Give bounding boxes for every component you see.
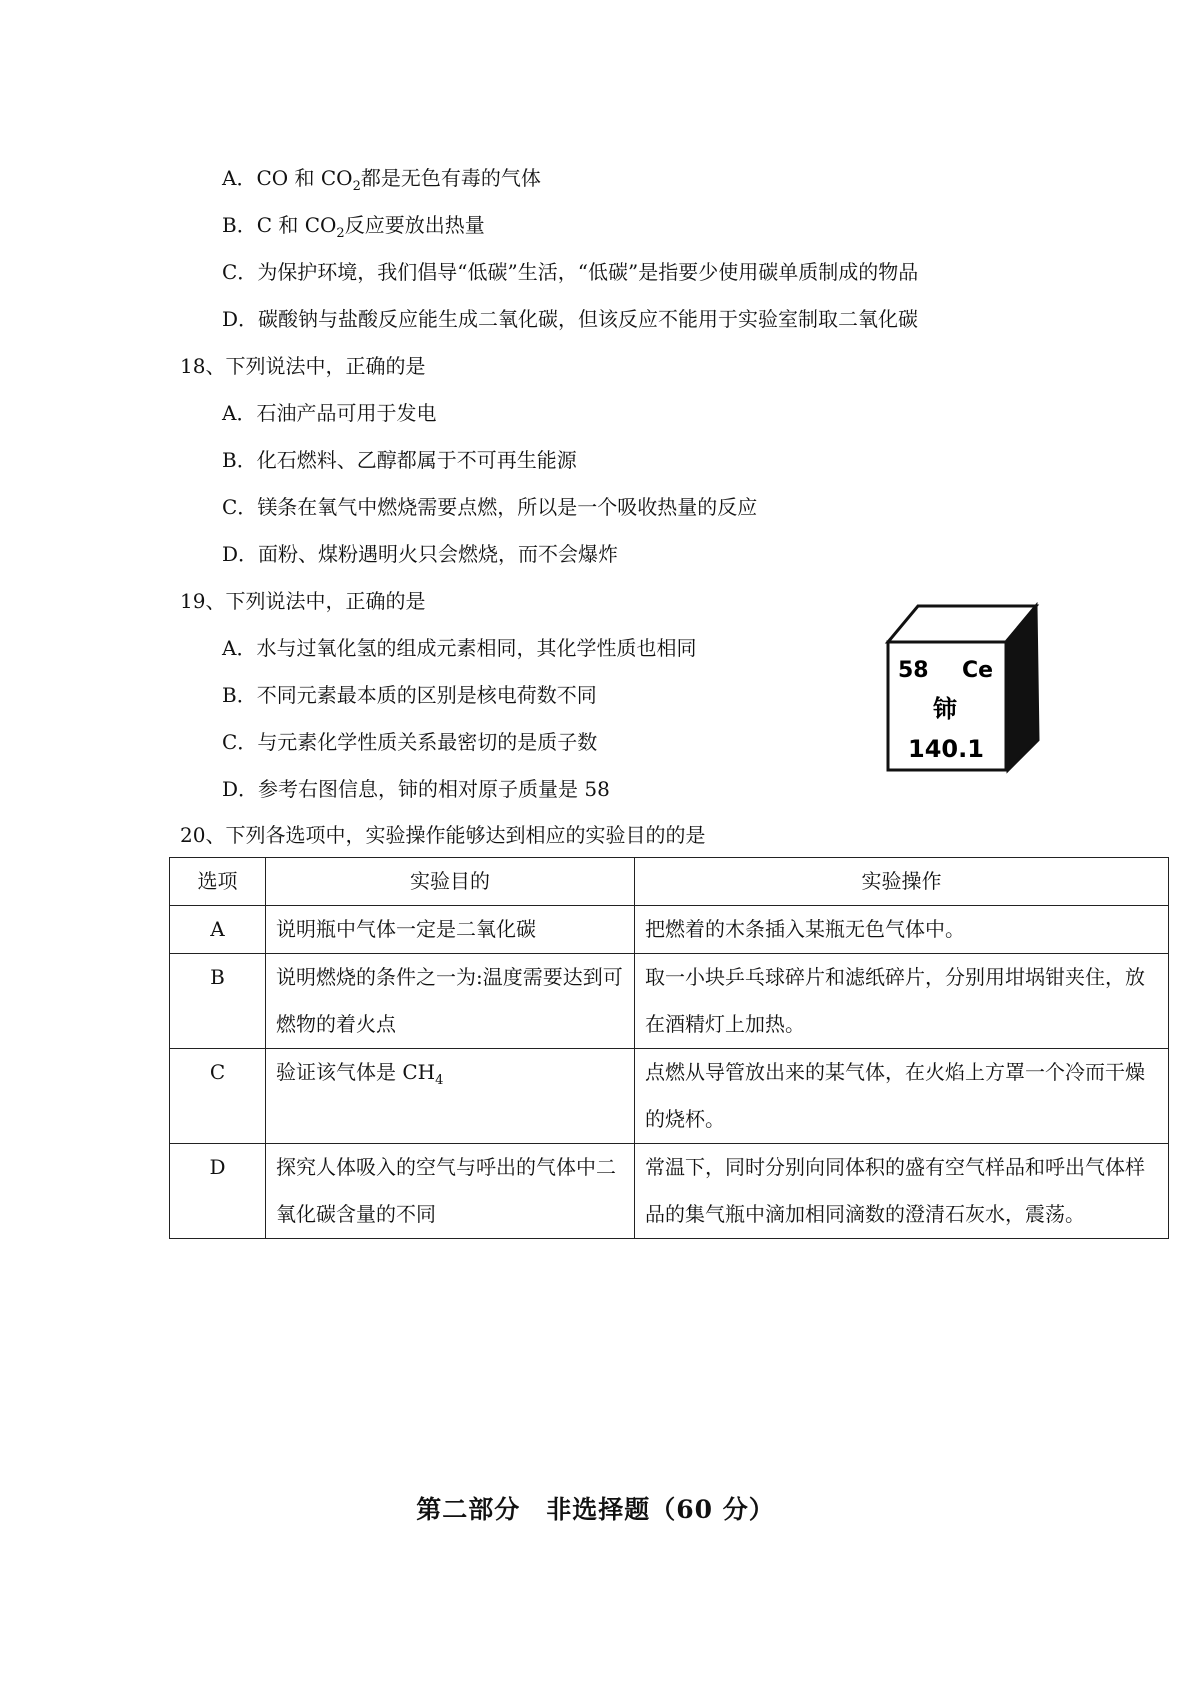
q18-option-b xyxy=(222,445,577,475)
q19-option-c xyxy=(222,727,597,757)
option-label: A． xyxy=(222,401,257,425)
option-text: 与元素化学性质关系最密切的是质子数 xyxy=(257,730,598,754)
row-key: B xyxy=(170,954,266,1049)
row-operation: 常温下，同时分别向同体积的盛有空气样品和呼出气体样品的集气瓶中滴加相同滴数的澄清石灰水，震荡。 xyxy=(635,1144,1169,1239)
option-text: 都是无色有毒的气体 xyxy=(360,166,541,190)
purpose-text: 验证该气体是 CH xyxy=(276,1060,436,1084)
table-row xyxy=(170,906,1169,954)
row-key: A xyxy=(170,906,266,954)
option-label: A． xyxy=(222,636,257,660)
row-purpose: 说明燃烧的条件之一为:温度需要达到可燃物的着火点 xyxy=(266,954,635,1049)
row-key: D xyxy=(170,1144,266,1239)
atomic-number: 58 xyxy=(898,658,929,683)
subscript: 2 xyxy=(336,226,345,241)
option-label: B． xyxy=(222,213,257,237)
q19-stem: 19、下列说法中，正确的是 xyxy=(180,589,426,613)
q17-option-b xyxy=(222,210,485,249)
option-label: A． xyxy=(222,166,257,190)
option-text: 水与过氧化氢的组成元素相同，其化学性质也相同 xyxy=(256,636,697,660)
option-text: 为保护环境，我们倡导“低碳”生活，“低碳”是指要少使用碳单质制成的物品 xyxy=(257,260,919,284)
row-key: C xyxy=(170,1049,266,1144)
row-purpose: 说明瓶中气体一定是二氧化碳 xyxy=(266,906,635,954)
option-text: 镁条在氧气中燃烧需要点燃，所以是一个吸收热量的反应 xyxy=(257,495,758,519)
option-label: B． xyxy=(222,683,257,707)
option-text: 反应要放出热量 xyxy=(344,213,485,237)
q19-option-b xyxy=(222,680,597,710)
subscript: 2 xyxy=(352,179,361,194)
element-symbol: Ce xyxy=(962,658,994,683)
option-text: 碳酸钠与盐酸反应能生成二氧化碳，但该反应不能用于实验室制取二氧化碳 xyxy=(258,307,919,331)
option-label: C． xyxy=(222,260,258,284)
q19-option-a xyxy=(222,633,696,663)
option-label: C． xyxy=(222,730,258,754)
section-heading: 第二部分 非选择题（60 分） xyxy=(416,1495,775,1524)
option-text: 石油产品可用于发电 xyxy=(256,401,437,425)
option-label: B． xyxy=(222,448,257,472)
option-label: D． xyxy=(222,542,259,566)
option-text: 不同元素最本质的区别是核电荷数不同 xyxy=(256,683,597,707)
table-row xyxy=(170,1049,1169,1144)
table-row xyxy=(170,954,1169,1049)
row-operation: 把燃着的木条插入某瓶无色气体中。 xyxy=(635,906,1169,954)
table-header-row xyxy=(170,858,1169,906)
element-cube-figure xyxy=(878,600,1046,776)
option-text: 面粉、煤粉遇明火只会燃烧，而不会爆炸 xyxy=(258,542,619,566)
header-purpose: 实验目的 xyxy=(266,858,635,906)
option-label: D． xyxy=(222,307,259,331)
option-text: CO 和 CO xyxy=(256,166,353,190)
q17-option-d xyxy=(222,304,918,334)
q18-stem: 18、下列说法中，正确的是 xyxy=(180,354,426,378)
q18-option-d xyxy=(222,539,618,569)
option-text: 参考右图信息，铈的相对原子质量是 58 xyxy=(258,777,610,801)
table-row xyxy=(170,1144,1169,1239)
row-purpose: 探究人体吸入的空气与呼出的气体中二氧化碳含量的不同 xyxy=(266,1144,635,1239)
option-label: C． xyxy=(222,495,258,519)
subscript: 4 xyxy=(435,1073,444,1088)
row-operation: 点燃从导管放出来的某气体，在火焰上方罩一个冷而干燥的烧杯。 xyxy=(635,1049,1169,1144)
q19-option-d xyxy=(222,774,610,804)
element-name: 铈 xyxy=(933,695,957,723)
header-option: 选项 xyxy=(170,858,266,906)
row-purpose xyxy=(266,1049,635,1144)
q17-option-c xyxy=(222,257,918,287)
option-text: C 和 CO xyxy=(256,213,337,237)
option-label: D． xyxy=(222,777,259,801)
row-operation: 取一小块乒乓球碎片和滤纸碎片，分别用坩埚钳夹住，放在酒精灯上加热。 xyxy=(635,954,1169,1049)
q18-option-c xyxy=(222,492,757,522)
atomic-mass: 140.1 xyxy=(908,735,984,763)
q18-option-a xyxy=(222,398,436,428)
experiment-table xyxy=(169,857,1169,1239)
option-text: 化石燃料、乙醇都属于不可再生能源 xyxy=(256,448,577,472)
header-operation: 实验操作 xyxy=(635,858,1169,906)
q20-stem: 20、下列各选项中，实验操作能够达到相应的实验目的的是 xyxy=(180,823,706,847)
q17-option-a xyxy=(222,163,541,202)
